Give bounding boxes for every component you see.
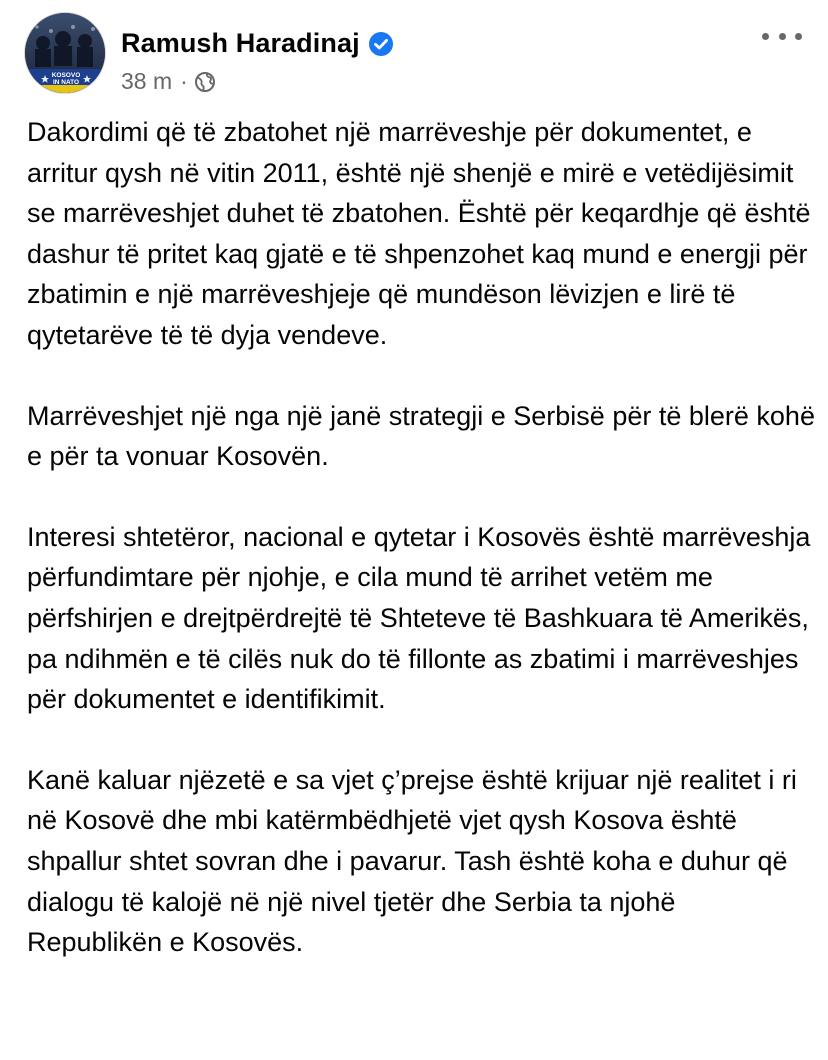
avatar-text-line2: IN NATO — [52, 79, 80, 86]
author-name[interactable]: Ramush Haradinaj — [121, 28, 360, 58]
globe-icon[interactable] — [194, 71, 216, 93]
author-name-row — [121, 28, 394, 59]
post-paragraph-2: Marrëveshjet një nga një janë strategji e Serbisë për të blerë kohë e për ta vonuar Kosovën. — [27, 400, 815, 472]
avatar-image — [25, 13, 106, 94]
more-dot — [795, 33, 802, 40]
post-paragraph-4: Kanë kaluar njëzetë e sa vjet ç’prejse është krijuar një realitet i ri në Kosovë dhe mbi katërmbëdhjetë vjet qysh Kosova është shpallur shtet sovran dhe i pavarur. Tash është koha e duhur që dialogu të kalojë në një nivel tjetër dhe Serbia ta njohë Republikën e Kosovës. — [27, 764, 797, 958]
post-header — [24, 12, 812, 100]
verified-badge-icon — [368, 31, 394, 57]
meta-separator: · — [180, 68, 188, 94]
more-dot — [779, 33, 786, 40]
post-paragraph-3: Interesi shtetëror, nacional e qytetar i Kosovës është marrëveshja përfundimtare për njohje, e cila mund të arrihet vetëm me përfshirjen e drejtpërdrejtë të Shteteve të Bashkuara të Amerikës, pa ndihmën e të cilës nuk do të fillonte as zbatimi i marrëveshjes për dokumentet e identifikimit. — [27, 521, 811, 715]
post-body — [27, 112, 817, 1003]
author-avatar[interactable] — [24, 12, 106, 94]
post-paragraph-1: Dakordimi që të zbatohet një marrëveshje për dokumentet, e arritur qysh në vitin 2011, është një shenjë e mirë e vetëdijësimit se marrëveshjet duhet të zbatohen. Është për keqardhje që është dashur të pritet kaq gjatë e të shpenzohet kaq mund e energji për zbatimin e një marrëveshjeje që mundëson lëvizjen e lirë të qytetarëve të të dyja vendeve. — [27, 117, 811, 350]
avatar-text-line1: KOSOVO — [51, 72, 81, 79]
post-meta — [121, 68, 216, 95]
more-options-icon[interactable] — [762, 26, 802, 46]
post-timestamp[interactable]: 38 m — [121, 68, 173, 94]
more-dot — [762, 33, 769, 40]
